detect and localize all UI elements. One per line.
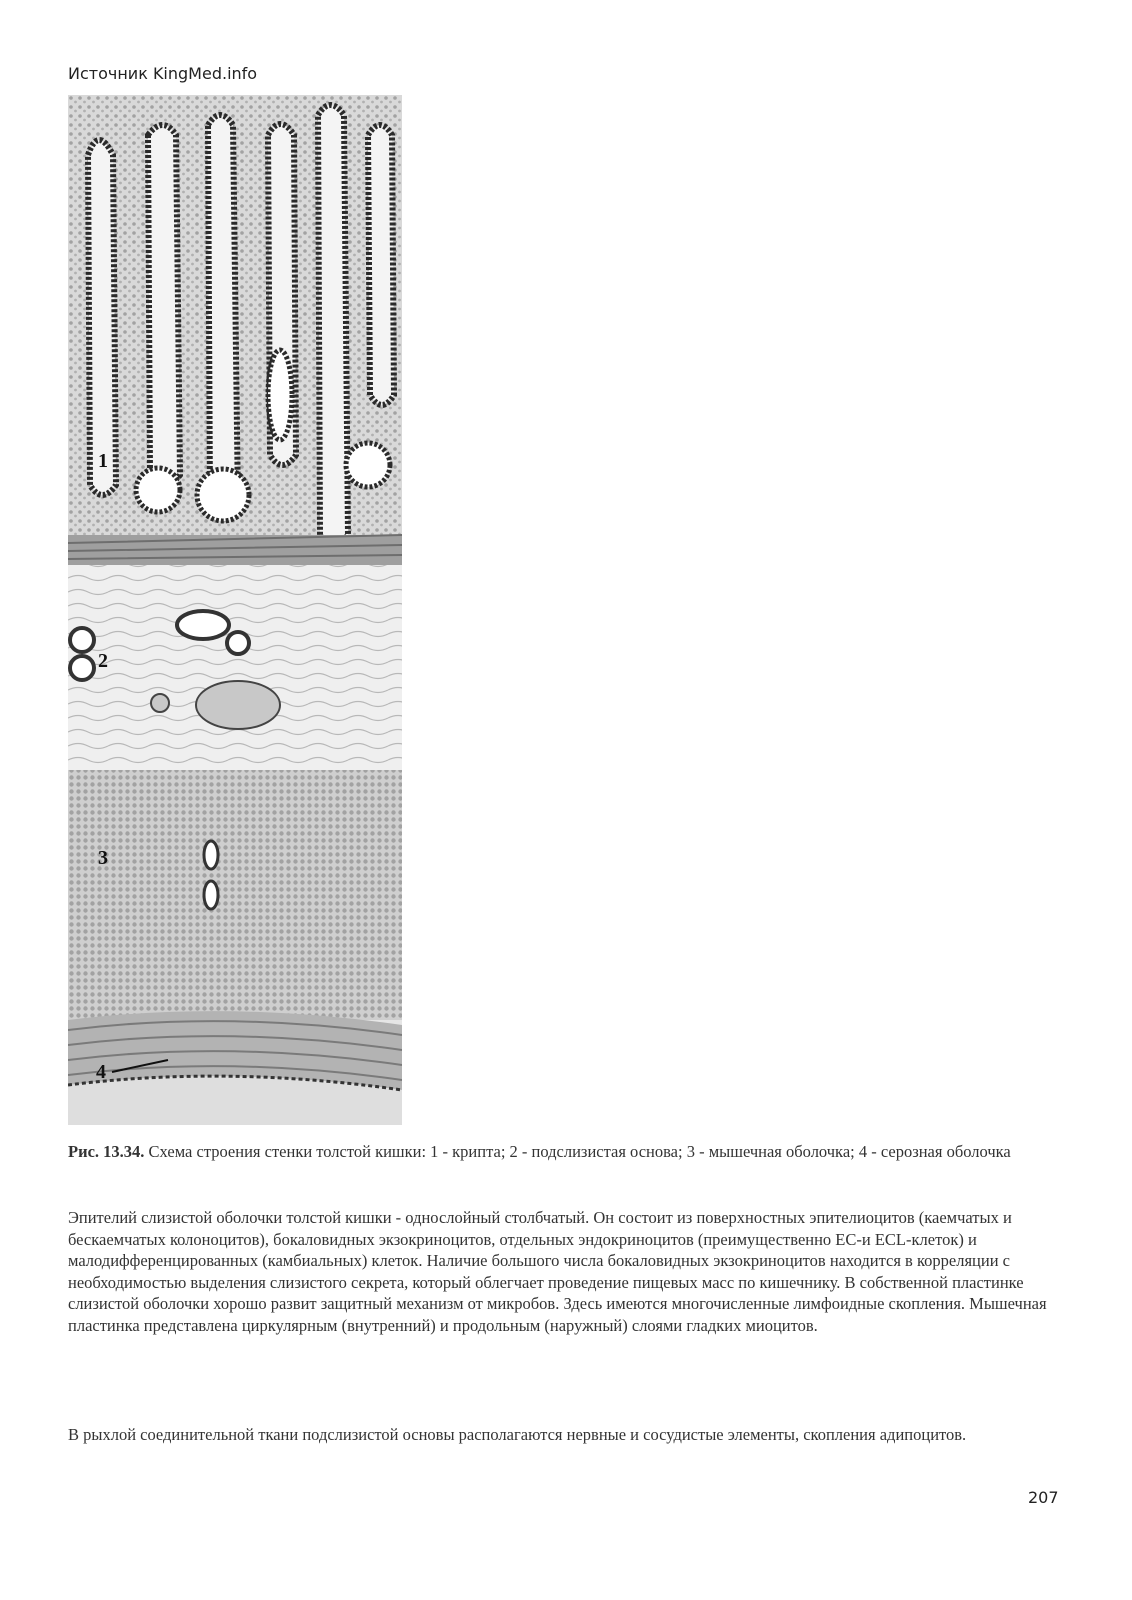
figure-caption [68, 1141, 1058, 1162]
figure-label-2: 2 [98, 650, 108, 672]
page-number: 207 [1028, 1488, 1059, 1507]
body-paragraph-2: В рыхлой соединительной ткани подслизистой основы располагаются нервные и сосудистые элементы, скопления адипоцитов. [68, 1425, 967, 1444]
caption-number: Рис. 13.34. [68, 1142, 145, 1161]
figure-label-3: 3 [98, 847, 108, 869]
body-paragraph-1: Эпителий слизистой оболочки толстой кишки - однослойный столбчатый. Он состоит из поверхностных эпителиоцитов (каемчатых и бескаемчатых колоноцитов), бокаловидных экзокриноцитов, отдельных эндокриноцитов (преимущественно ЕС-и ECL-клеток) и малодифференцированных (камбиальных) клеток. Наличие большого числа бокаловидных экзокриноцитов находится в корреляции с необходимостью выделения слизистого секрета, который облегчает проведение пищевых масс по кишечнику. В собственной пластинке слизистой оболочки хорошо развит защитный механизм от микробов. Здесь имеются многочисленные лимфоидные скопления. Мышечная пластинка представлена циркулярным (внутренний) и продольным (наружный) слоями гладких миоцитов. [68, 1208, 1047, 1335]
histology-figure [68, 95, 402, 1125]
colon-wall-illustration [68, 95, 402, 1125]
figure-label-1: 1 [98, 450, 108, 472]
source-header: Источник KingMed.info [68, 64, 258, 83]
figure-label-4: 4 [96, 1061, 106, 1083]
caption-text: Схема строения стенки толстой кишки: 1 - крипта; 2 - подслизистая основа; 3 - мышечная оболочка; 4 - серозная оболочка [148, 1142, 1011, 1161]
